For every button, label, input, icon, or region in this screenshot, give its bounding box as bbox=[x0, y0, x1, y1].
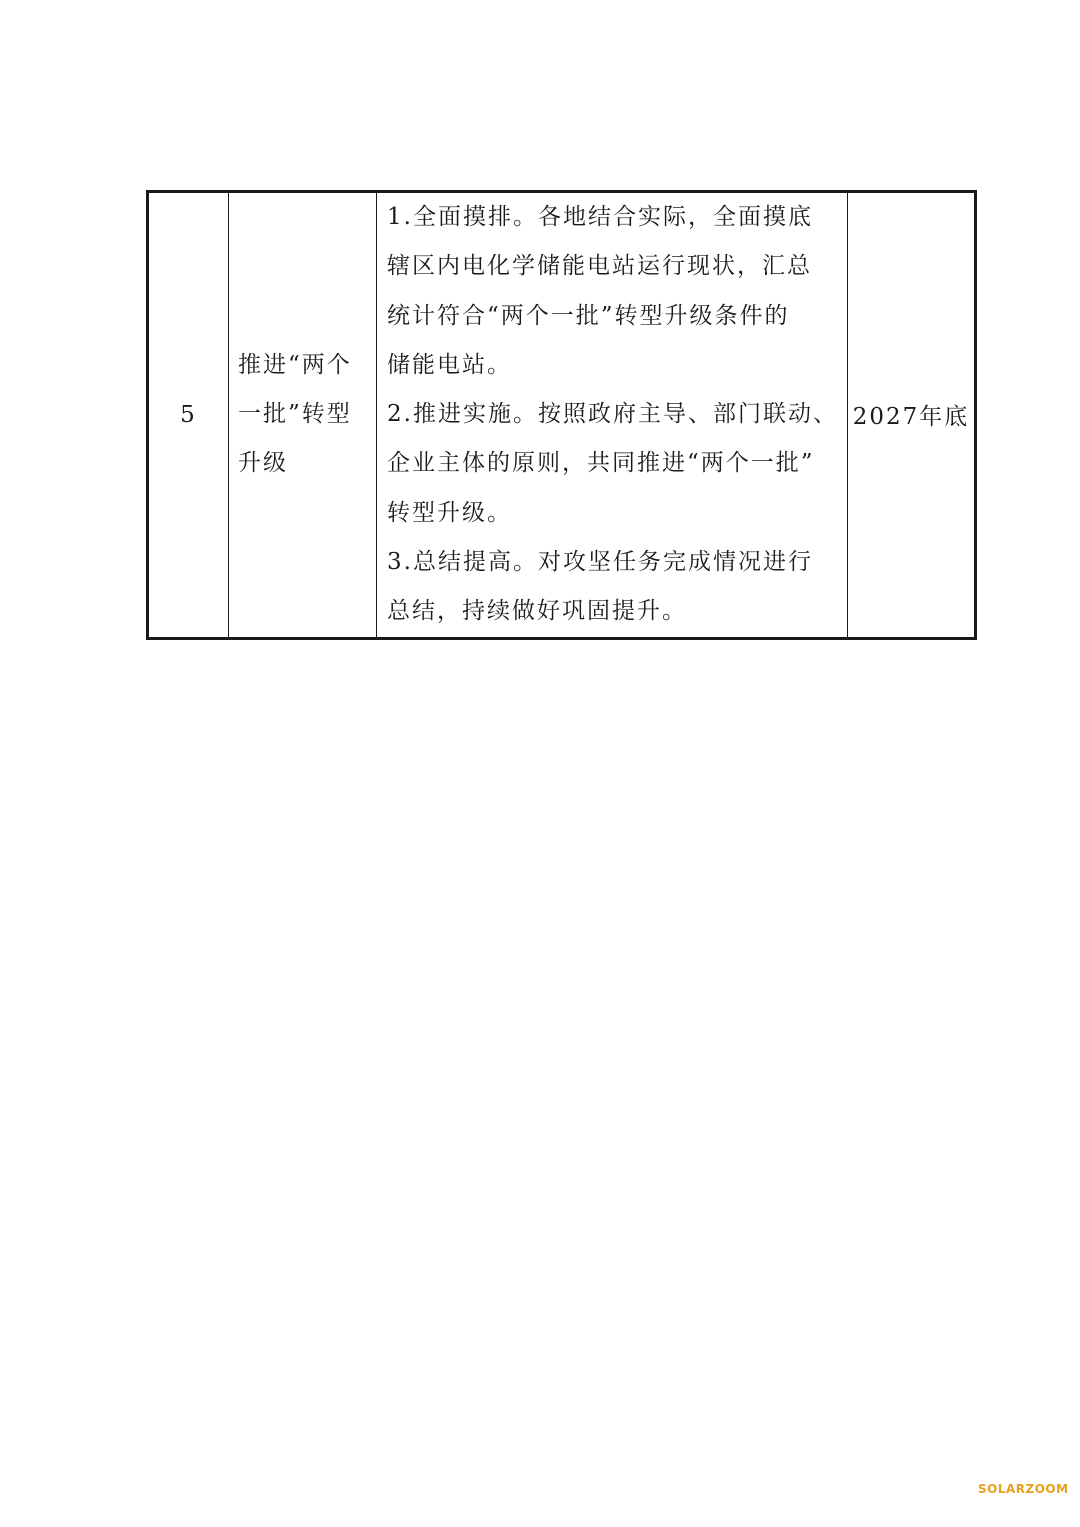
task-name-line: 升级 bbox=[238, 450, 288, 477]
content-line: 总结，持续做好巩固提升。 bbox=[387, 598, 687, 625]
content-line: 转型升级。 bbox=[387, 499, 512, 526]
task-name-line: 推进“两个 bbox=[238, 352, 352, 379]
content-line: 辖区内电化学储能电站运行现状，汇总 bbox=[387, 253, 812, 280]
content-line: 2.推进实施。按照政府主导、部门联动、 bbox=[387, 401, 838, 428]
table-row bbox=[148, 192, 976, 639]
row-number-cell: 5 bbox=[148, 192, 229, 639]
content-line: 1.全面摸排。各地结合实际，全面摸底 bbox=[387, 204, 813, 230]
content-line: 统计符合“两个一批”转型升级条件的 bbox=[387, 302, 790, 329]
content-line: 3.总结提高。对攻坚任务完成情况进行 bbox=[387, 549, 813, 576]
deadline-cell: 2027年底 bbox=[848, 192, 976, 639]
content-line: 企业主体的原则，共同推进“两个一批” bbox=[387, 450, 815, 477]
watermark-logo: SOLARZOOM bbox=[978, 1482, 1069, 1496]
content-line: 储能电站。 bbox=[387, 351, 512, 378]
task-name-cell bbox=[229, 192, 377, 639]
task-name-line: 一批”转型 bbox=[238, 401, 352, 428]
task-content-cell bbox=[377, 192, 848, 639]
task-table bbox=[146, 190, 977, 640]
